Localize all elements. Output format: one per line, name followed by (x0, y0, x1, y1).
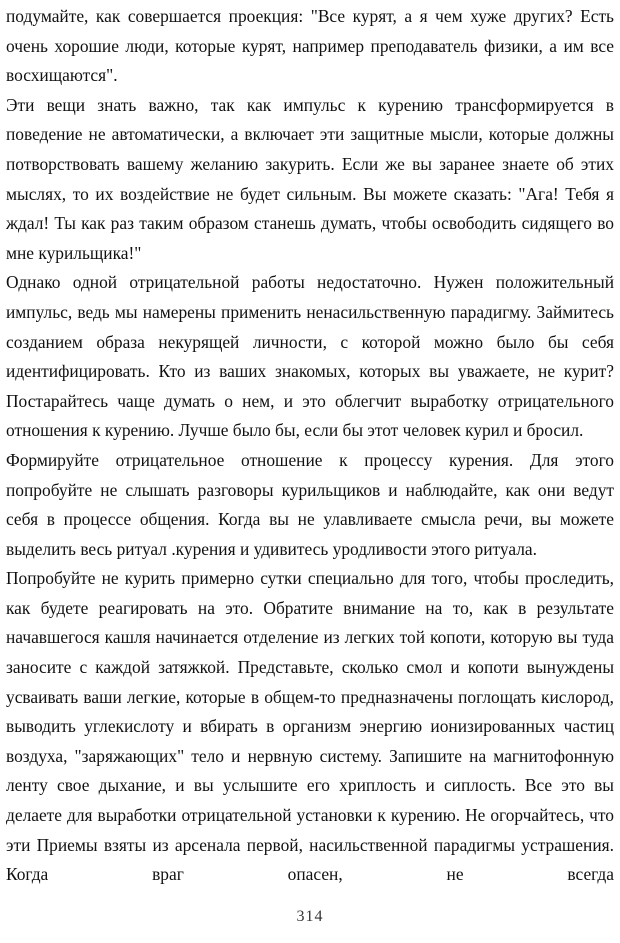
page-number: 314 (296, 908, 324, 925)
paragraph: Эти вещи знать важно, так как импульс к курению трансформируется в поведение не автоматически, а включает эти защитные мысли, которые должны потворствовать вашему желанию закурить. Если же вы заранее знаете об этих мыслях, то их воздействие не будет сильным. Вы можете сказать: "Ага! Тебя я ждал! Ты как раз таким образом станешь думать, чтобы освободить сидящего во мне курильщика!" (6, 94, 614, 263)
paragraph: Попробуйте не курить примерно сутки специально для того, чтобы проследить, как будете реагировать на это. Обратите внимание на то, как в результате начавшегося кашля начинается отделение из легких той копоти, которую вы туда заносите с каждой затяжкой. Представьте, сколько смол и копоти вынуждены усваивать ваши легкие, которые в общем-то предназначены поглощать кислород, выводить углекислоту и вбирать в организм энергию ионизированных частиц воздуха, "заряжающих" тело и нервную систему. Запишите на магнитофонную ленту свое дыхание, и вы услышите его хриплость и сиплость. Все это вы делаете для выработки отрицательной установки к курению. Не огорчайтесь, что эти Приемы взяты из арсенала первой, насильственной парадигмы устрашения. Когда враг опасен, не всегда (6, 568, 614, 885)
body-text (6, 2, 614, 890)
paragraph: подумайте, как совершается проекция: "Все курят, а я чем хуже других? Есть очень хорошие люди, которые курят, например преподаватель физики, а им все восхищаются". (6, 6, 614, 86)
paragraph: Однако одной отрицательной работы недостаточно. Нужен положительный импульс, ведь мы намерены применить ненасильственную парадигму. Займитесь созданием образа некурящей личности, с которой можно было бы себя идентифицировать. Кто из ваших знакомых, которых вы уважаете, не курит? Постарайтесь чаще думать о нем, и это облегчит выработку отрицательного отношения к курению. Лучше было бы, если бы этот человек курил и бросил. (6, 272, 614, 441)
paragraph: Формируйте отрицательное отношение к процессу курения. Для этого попробуйте не слышать разговоры курильщиков и наблюдайте, как они ведут себя в процессе общения. Когда вы не улавливаете смысла речи, вы можете выделить весь ритуал .курения и удивитесь уродливости этого ритуала. (6, 449, 614, 559)
document-page (6, 0, 614, 943)
